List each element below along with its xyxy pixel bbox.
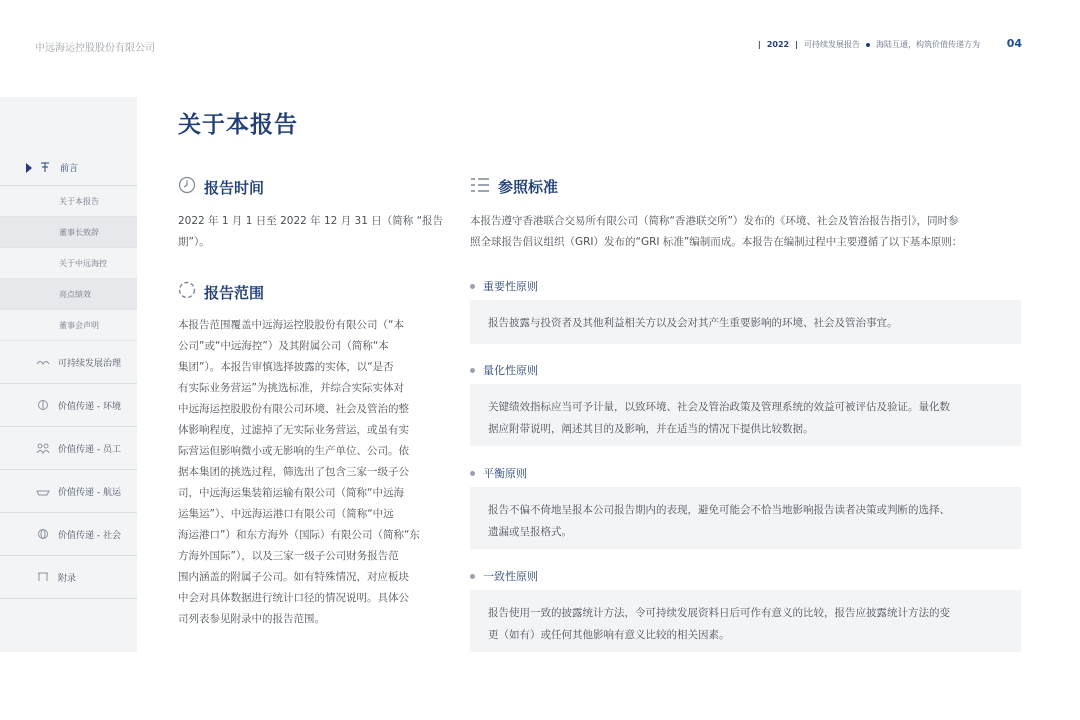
report-slogan: 海陆互通，构筑价值传递方为 bbox=[876, 40, 980, 49]
sidebar-item-shipping[interactable] bbox=[0, 470, 137, 513]
sidebar-item-society[interactable] bbox=[0, 513, 137, 556]
sidebar-subitem-company[interactable]: 关于中远海控 bbox=[0, 248, 137, 279]
text-line: 集团”）。本报告审慎选择披露的实体，以“是否 bbox=[178, 361, 394, 373]
text-line: 中会对具体数据进行统计口径的情况说明。具体公 bbox=[178, 592, 409, 604]
report-scope-heading: 报告范围 bbox=[178, 281, 264, 303]
sidebar-item-appendix[interactable] bbox=[0, 556, 137, 599]
clock-icon bbox=[178, 176, 196, 198]
header-info bbox=[758, 39, 980, 50]
bullet-icon bbox=[470, 284, 475, 289]
preface-icon bbox=[38, 161, 52, 175]
text-line: 际营运但影响微小或无影响的生产单位、公司。依 bbox=[178, 445, 409, 457]
sidebar-subitem-chairman[interactable]: 董事长致辞 bbox=[0, 217, 137, 248]
bullet-icon bbox=[470, 368, 475, 373]
principle-box-materiality bbox=[470, 300, 1021, 344]
sidebar-subitem-board[interactable]: 董事会声明 bbox=[0, 310, 137, 341]
report-time-text: 2022 年 1 月 1 日至 2022 年 12 月 31 日（简称 “报告期”）。 bbox=[178, 215, 444, 248]
text-line: 关键绩效指标应当可予计量，以致环境、社会及管治政策及管理系统的效益可被评估及验证。量化数 bbox=[488, 401, 950, 413]
ship-icon bbox=[36, 484, 50, 498]
appendix-icon bbox=[36, 570, 50, 584]
page-number: 04 bbox=[1006, 37, 1022, 50]
principle-heading-quantitative: 量化性原则 bbox=[470, 362, 538, 378]
text-line: 体影响程度，过滤掉了无实际业务营运，或虽有实 bbox=[178, 424, 409, 436]
report-time-heading: 报告时间 bbox=[178, 176, 264, 198]
report-scope-text bbox=[178, 315, 448, 630]
sidebar-subitem-highlights[interactable]: 亮点绩效 bbox=[0, 279, 137, 310]
text-line: 照全球报告倡议组织（GRI）发布的“GRI 标准”编制而成。本报告在编制过程中主要遵循了以下基本原则： bbox=[470, 236, 963, 248]
caret-right-icon bbox=[26, 163, 32, 173]
bullet-icon bbox=[470, 471, 475, 476]
sidebar-nav bbox=[0, 97, 137, 652]
principle-box-quantitative bbox=[470, 384, 1021, 446]
sidebar-item-governance[interactable] bbox=[0, 341, 137, 384]
sidebar-item-label: 前言 bbox=[60, 164, 79, 174]
principle-heading-consistency: 一致性原则 bbox=[470, 568, 538, 584]
dot-icon bbox=[866, 43, 870, 47]
text-line: 遗漏或呈报格式。 bbox=[488, 526, 572, 538]
scope-icon bbox=[178, 281, 196, 303]
principle-box-consistency bbox=[470, 590, 1021, 652]
divider: | bbox=[757, 40, 761, 49]
bullet-icon bbox=[470, 574, 475, 579]
text-line: 报告使用一致的披露统计方法，令可持续发展资料日后可作有意义的比较，报告应披露统计方法的变 bbox=[488, 607, 950, 619]
sidebar-item-label: 价值传递 - 员工 bbox=[58, 444, 121, 455]
report-name: 可持续发展报告 bbox=[804, 40, 860, 49]
text-line: 有实际业务营运”为挑选标准，并综合实际实体对 bbox=[178, 382, 404, 394]
people-icon bbox=[36, 441, 50, 455]
sidebar-item-label: 附录 bbox=[58, 573, 77, 584]
text-line: 报告不偏不倚地呈报本公司报告期内的表现，避免可能会不恰当地影响报告读者决策或判断的选择、 bbox=[488, 504, 950, 516]
text-line: 海运港口”）和东方海外（国际）有限公司（简称“东 bbox=[178, 529, 420, 541]
text-line: 据应附带说明，阐述其目的及影响，并在适当的情况下提供比较数据。 bbox=[488, 423, 814, 435]
text-line: 司，中远海运集装箱运输有限公司（简称“中远海 bbox=[178, 487, 404, 499]
text-line: 据本集团的挑选过程，筛选出了包含三家一级子公 bbox=[178, 466, 409, 478]
sidebar-item-employee[interactable] bbox=[0, 427, 137, 470]
principle-heading-balance: 平衡原则 bbox=[470, 465, 527, 481]
leaf-icon bbox=[36, 398, 50, 412]
text-line: 报告披露与投资者及其他利益相关方以及会对其产生重要影响的环境、社会及管治事宜。 bbox=[488, 317, 898, 329]
text-line: 更（如有）或任何其他影响有意义比较的相关因素。 bbox=[488, 629, 730, 641]
sidebar-item-label: 价值传递 - 社会 bbox=[58, 530, 121, 541]
principle-box-balance bbox=[470, 487, 1021, 549]
text-line: 公司”或“中远海控”）及其附属公司（简称“本 bbox=[178, 340, 389, 352]
sidebar-item-label: 价值传递 - 环境 bbox=[58, 401, 121, 412]
text-line: 运集运”）、中远海运港口有限公司（简称“中远 bbox=[178, 508, 394, 520]
page-title: 关于本报告 bbox=[178, 112, 298, 138]
divider: | bbox=[795, 40, 798, 49]
governance-icon bbox=[36, 355, 50, 369]
text-line: 围内涵盖的附属子公司。如有特殊情况，对应板块 bbox=[178, 571, 409, 583]
list-icon bbox=[470, 177, 490, 197]
text-line: 司列表参见附录中的报告范围。 bbox=[178, 613, 325, 625]
sidebar-item-label: 可持续发展治理 bbox=[58, 358, 122, 369]
text-line: 方海外国际”），以及三家一级子公司财务报告范 bbox=[178, 550, 399, 562]
reference-intro bbox=[470, 211, 1030, 253]
globe-icon bbox=[36, 527, 50, 541]
report-year: 2022 bbox=[766, 40, 790, 49]
sidebar-subitem-about[interactable]: 关于本报告 bbox=[0, 186, 137, 217]
principle-heading-materiality: 重要性原则 bbox=[470, 278, 538, 294]
sidebar-item-label: 价值传递 - 航运 bbox=[58, 487, 121, 498]
text-line: 中远海运控股股份有限公司环境、社会及管治的整 bbox=[178, 403, 409, 415]
reference-heading: 参照标准 bbox=[470, 176, 558, 197]
sidebar-item-environment[interactable] bbox=[0, 384, 137, 427]
text-line: 本报告遵守香港联合交易所有限公司（简称“香港联交所”）发布的《环境、社会及管治报告指引》，同时参 bbox=[470, 215, 959, 227]
company-name: 中远海运控股股份有限公司 bbox=[35, 43, 155, 54]
text-line: 本报告范围覆盖中远海运控股股份有限公司（“本 bbox=[178, 319, 404, 331]
sidebar-item-preface[interactable] bbox=[0, 150, 137, 186]
